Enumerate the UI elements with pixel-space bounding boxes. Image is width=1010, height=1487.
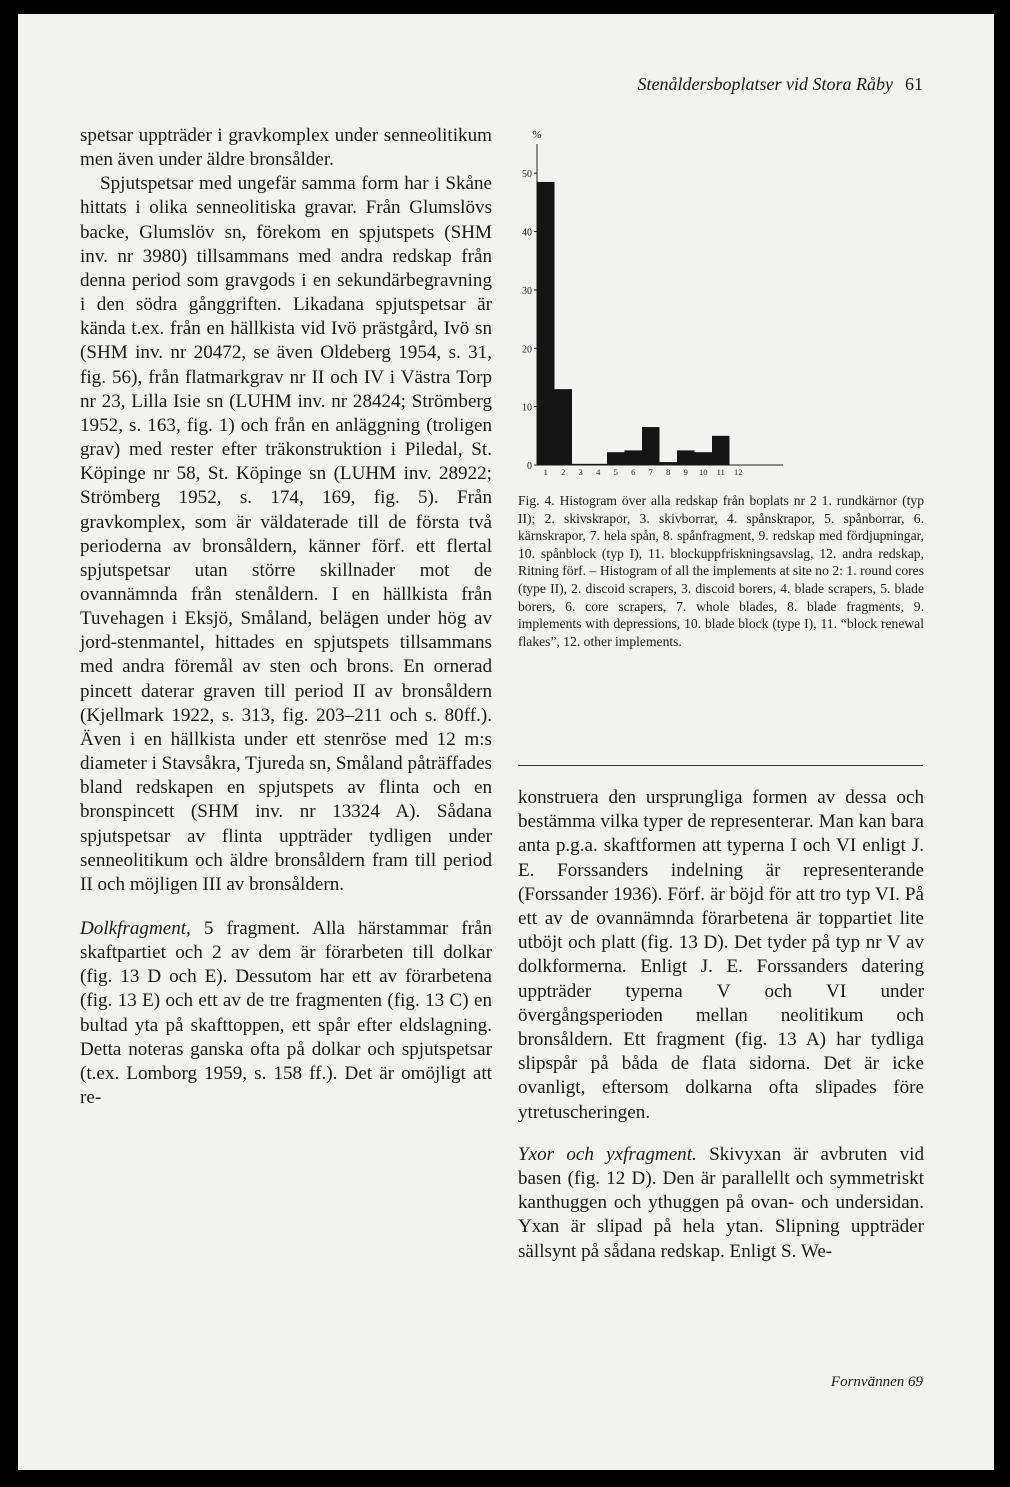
left-column	[80, 124, 492, 1110]
x-tick-label: 6	[631, 467, 636, 477]
bar-10	[695, 452, 713, 465]
running-header	[578, 74, 923, 95]
section-yxor	[518, 1143, 924, 1264]
section-dolkfragment	[80, 917, 492, 1110]
right-column	[518, 786, 924, 1264]
x-tick-label: 4	[596, 467, 601, 477]
page	[18, 14, 994, 1470]
y-axis-label: %	[532, 129, 542, 141]
paragraph: konstruera den ursprungliga formen av dessa och bestämma vilka typer de representerar. Man kan bara anta p.g.a. skaftformen att typerna I och VI enligt J. E. Forssanders indelning är representerande (Forssander 1936). Förf. är böjd för att tro typ VI. På ett av de ovannämnda förarbetena är toppartiet lite utböjt och platt (fig. 13 D). Det tyder på typ nr V av dolkformerna. Enligt J. E. Forssanders datering uppträder typerna V och VI under övergångsperioden mellan neolitikum och bronsåldern. Ett fragment (fig. 13 A) har tydliga slipspår på båda de flata sidorna. Det är icke ovanligt, eftersom dolkarna ofta slipades före ytretuscheringen.	[518, 787, 924, 1123]
bar-11	[712, 436, 730, 465]
section-heading: Dolkfragment,	[80, 918, 191, 939]
paragraph: Spjutspetsar med ungefär samma form har i Skåne hittats i olika senneolitiska gravar. Från Glumslövs backe, Glumslöv sn, förekom en spjutspets (SHM inv. nr 3980) tillsammans med andra redskap från denna period som gravgods i en sekundärbegravning i den södra gånggriften. Likadana spjutspetsar är kända t.ex. från en hällkista vid Ivö prästgård, Ivö sn (SHM inv. nr 20472, se även Oldeberg 1954, s. 31, fig. 56), från flatmarkgrav nr II och IV i Västra Torp nr 23, Lilla Isie sn (LUHM inv. nr 28424; Strömberg 1952, s. 163, fig. 1) och från en anläggning (troligen grav) med rester efter träkonstruktion i Piledal, St. Köpinge nr 58, St. Köpinge sn (LUHM inv. 28922; Strömberg 1952, s. 174, 169, fig. 5). Från gravkomplex, som är väldaterade till de första två perioderna av bronsåldern, känner förf. ett flertal spjutspetsar utan större skillnader mot de ovannämnda från stenåldern. I en hällkista från Tuvehagen i Eksjö, Småland, belägen under hög av jord-stenmantel, hittades en spjutspets tillsammans med andra föremål av sten och brons. En ornerad pincett daterar graven till period II av bronsåldern (Kjellmark 1922, s. 313, fig. 203–211 och s. 80ff.). Även i en hällkista under ett stenröse med 12 m:s diameter i Stavsåkra, Tjureda sn, Småland påträffades bland redskapen en spjutspets av flinta och en bronspincett (SHM inv. nr 13324 A). Sådana spjutspetsar av flinta uppträder tydligen under senneolitikum och äldre bronsåldern fram till period II och möjligen III av bronsåldern.	[80, 173, 492, 895]
bar-3	[572, 464, 590, 465]
bar-5	[607, 452, 625, 465]
y-tick-label: 20	[522, 344, 532, 356]
figure-caption: Fig. 4. Histogram över alla redskap från boplats nr 2 1. rundkärnor (typ II); 2. skivskrapor, 3. skivborrar, 4. spånskrapor, 5. spånborrar, 6. kärnskrapor, 7. hela spån, 8. spånfragment, 9. redskap med fördjupningar, 10. spånblock (typ I), 11. blockuppfriskningsavslag, 12. andra redskap, Ritning förf. – Histogram of all the implements at site no 2: 1. round cores (type II), 2. discoid scrapers, 3. discoid borers, 4. blade scrapers, 5. blade borers, 6. core scrapers, 7. whole blades, 8. blade fragments, 9. implements with depressions, 10. blade block (type I), 11. “block renewal flakes”, 12. other implements.	[518, 493, 924, 649]
y-tick-label: 40	[522, 227, 532, 239]
bar-4	[590, 464, 608, 465]
x-tick-label: 1	[543, 467, 548, 477]
y-tick-label: 50	[522, 169, 532, 181]
bar-7	[642, 427, 660, 465]
x-tick-label: 5	[613, 467, 618, 477]
x-tick-label: 3	[578, 467, 583, 477]
divider	[518, 765, 923, 766]
histogram-chart	[503, 122, 793, 487]
y-tick-label: 0	[527, 461, 532, 472]
section-heading: Yxor och yxfragment.	[518, 1143, 697, 1165]
x-tick-label: 11	[716, 467, 725, 477]
bar-8	[660, 462, 678, 465]
paragraph: spetsar uppträder i gravkomplex under senneolitikum men även under äldre bronsålder.	[80, 125, 492, 171]
x-tick-label: 9	[683, 467, 688, 477]
journal-footer: Fornvännen 69	[830, 1374, 923, 1390]
bar-6	[625, 450, 643, 465]
bar-1	[537, 182, 555, 465]
x-tick-label: 8	[666, 467, 671, 477]
bar-2	[555, 389, 573, 465]
page-number: 61	[905, 74, 923, 94]
running-title: Stenåldersboplatser vid Stora Råby	[637, 74, 893, 94]
x-tick-label: 12	[734, 467, 743, 477]
section-text: Skivyxan är avbruten vid basen (fig. 12 D). Den är parallellt och symmetriskt kanthuggen och ythuggen på ovan- och undersidan. Yxan är slipad på hela ytan. Slipning uppträder sällsynt på sådana redskap. Enligt S. We-	[518, 1143, 924, 1262]
x-tick-label: 10	[699, 467, 708, 477]
x-tick-label: 7	[648, 467, 653, 477]
bar-9	[677, 450, 695, 465]
x-tick-label: 2	[561, 467, 566, 477]
section-text: 5 fragment. Alla härstammar från skaftpartiet och 2 av dem är förarbeten till dolkar (fig. 13 D och E). Dessutom har ett av förarbetena (fig. 13 E) och ett av de tre fragmenten (fig. 13 C) en bultad yta på skafttoppen, ett spår efter eldslagning. Detta noteras ganska ofta på dolkar och spjutspetsar (t.ex. Lomborg 1959, s. 158 ff.). Det är omöjligt att re-	[80, 918, 492, 1109]
y-tick-label: 30	[522, 285, 532, 297]
y-tick-label: 10	[522, 402, 532, 414]
